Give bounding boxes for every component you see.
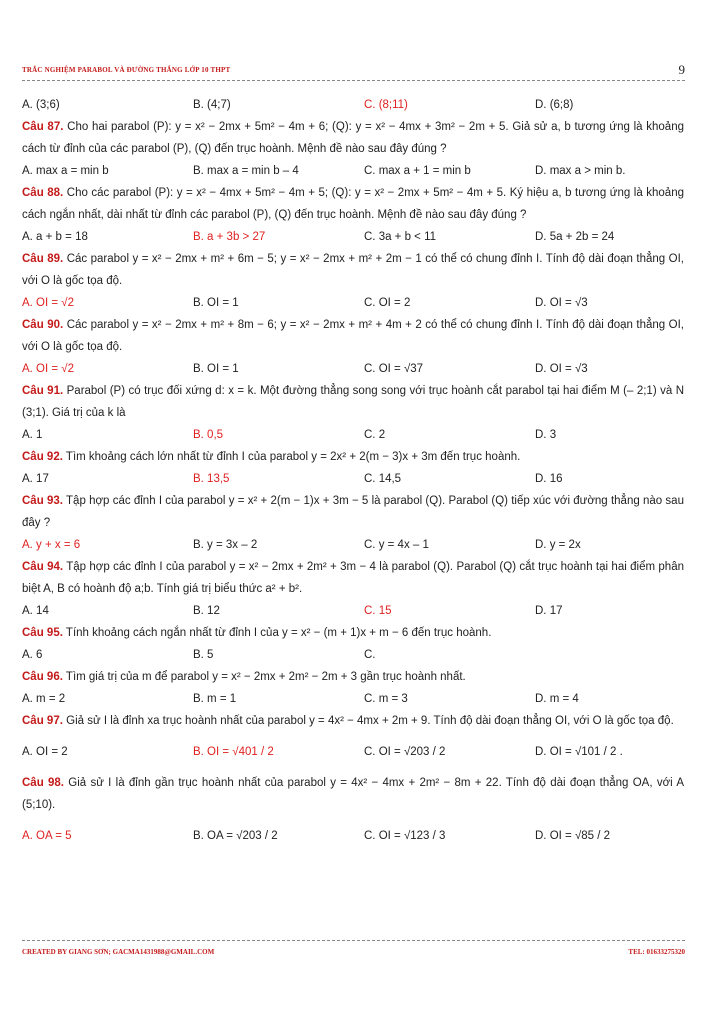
option-b: B. a + 3b > 27 <box>193 231 266 243</box>
option-d: D. 3 <box>535 429 557 441</box>
option-d: D. OI = √3 <box>535 363 588 375</box>
option-a: A. max a = min b <box>22 165 109 177</box>
option-c: C. OI = √203 / 2 <box>364 746 446 758</box>
question-text: Tập hợp các đỉnh I của parabol y = x² + 2(m − 1)x + 3m − 5 là parabol (Q). Parabol (Q) tiếp xúc với đường thẳng nào sau đây ? <box>22 495 684 529</box>
question-text-block <box>22 622 684 644</box>
option-d: D. y = 2x <box>535 539 581 551</box>
option-b: B. OA = √203 / 2 <box>193 830 278 842</box>
option-d: D. OI = √3 <box>535 297 588 309</box>
question-text: Tính khoảng cách ngắn nhất từ đỉnh I của y = x² − (m + 1)x + m − 6 đến trục hoành. <box>65 627 492 639</box>
question-text: Cho hai parabol (P): y = x² − 2mx + 5m² − 4m + 6; (Q): y = x² − 4mx + 3m² − 2m + 5. Giả sử a, b tương ứng là khoảng cách từ đỉnh của các parabol (P), (Q) đến trục hoành. Mệnh đề nào sau đây đúng ? <box>22 121 684 155</box>
question-text-block <box>22 772 684 816</box>
option-row <box>22 424 684 446</box>
option-b: B. 13,5 <box>193 473 230 485</box>
question-number: Câu 91. <box>22 385 64 397</box>
question-text: Giả sử I là đỉnh xa trục hoành nhất của parabol y = 4x² − 4mx + 2m + 9. Tính độ dài đoạn thẳng OI, với O là gốc tọa độ. <box>66 715 674 727</box>
question-text: Tập hợp các đỉnh I của parabol y = x² − 2mx + 2m² + 3m − 4 là parabol (Q). Parabol (Q) cắt trục hoành tại hai điểm phân biệt A, B có hoành độ a;b. Tính giá trị biểu thức a² + b². <box>22 561 684 595</box>
option-c: C. OI = √37 <box>364 363 424 375</box>
option-a: A. (3;6) <box>22 99 60 111</box>
option-row <box>22 816 684 856</box>
option-row <box>22 160 684 182</box>
question-text: Parabol (P) có trục đối xứng d: x = k. Một đường thẳng song song với trục hoành cắt parabol tại hai điểm M (– 2;1) và N (3;1). Giá trị của k là <box>22 385 684 419</box>
option-a: A. y + x = 6 <box>22 539 81 551</box>
option-b: B. OI = 1 <box>193 363 239 375</box>
question-q90 <box>22 314 684 380</box>
question-number: Câu 90. <box>22 319 64 331</box>
option-c: C. y = 4x – 1 <box>364 539 429 551</box>
option-c: C. 3a + b < 11 <box>364 231 437 243</box>
option-row <box>22 644 684 666</box>
option-c: C. <box>364 649 376 661</box>
question-q91 <box>22 380 684 446</box>
option-a: A. a + b = 18 <box>22 231 88 243</box>
page-number: 9 <box>678 62 685 77</box>
option-a: A. 6 <box>22 649 43 661</box>
question-text-block <box>22 666 684 688</box>
option-a: A. OI = 2 <box>22 746 68 758</box>
option-c: C. m = 3 <box>364 693 408 705</box>
option-d: D. max a > min b. <box>535 165 626 177</box>
option-row <box>22 600 684 622</box>
option-d: D. m = 4 <box>535 693 579 705</box>
option-a: A. OI = √2 <box>22 363 75 375</box>
option-c: C. OI = √123 / 3 <box>364 830 446 842</box>
option-d: D. OI = √101 / 2 . <box>535 746 623 758</box>
question-number: Câu 94. <box>22 561 64 573</box>
question-text-block <box>22 380 684 424</box>
question-q95 <box>22 622 684 666</box>
question-number: Câu 97. <box>22 715 63 727</box>
question-number: Câu 87. <box>22 121 64 133</box>
question-q93 <box>22 490 684 556</box>
option-d: D. 17 <box>535 605 563 617</box>
option-a: A. 1 <box>22 429 43 441</box>
option-row <box>22 688 684 710</box>
question-text-block <box>22 248 684 292</box>
question-text: Tìm giá trị của m để parabol y = x² − 2mx + 2m² − 2m + 3 gần trục hoành nhất. <box>65 671 466 683</box>
option-c: C. 14,5 <box>364 473 402 485</box>
question-text: Giả sử I là đỉnh gần trục hoành nhất của parabol y = 4x² − 4mx + 2m² − 8m + 22. Tính độ dài đoạn thẳng OA, với A (5;10). <box>22 777 684 811</box>
option-a: A. 17 <box>22 473 49 485</box>
option-a: A. m = 2 <box>22 693 66 705</box>
question-number: Câu 92. <box>22 451 63 463</box>
question-text-block <box>22 710 684 732</box>
question-text: Tìm khoảng cách lớn nhất từ đỉnh I của parabol y = 2x² + 2(m − 3)x + 3m đến trục hoành. <box>65 451 521 463</box>
question-text-block <box>22 490 684 534</box>
option-a: A. OA = 5 <box>22 830 72 842</box>
option-row <box>22 292 684 314</box>
option-row <box>22 226 684 248</box>
question-q94 <box>22 556 684 622</box>
question-text-block <box>22 446 684 468</box>
question-number: Câu 95. <box>22 627 63 639</box>
question-q98 <box>22 772 684 856</box>
option-row <box>22 468 684 490</box>
question-text: Cho các parabol (P): y = x² − 4mx + 5m² − 4m + 5; (Q): y = x² − 2mx + 5m² − 4m + 5. Ký hiệu a, b tương ứng là khoảng cách ngắn nhất, dài nhất từ đỉnh các parabol (P), (Q) đến trục hoành. Mệnh đề nào sau đây đúng ? <box>22 187 684 221</box>
option-d: D. OI = √85 / 2 <box>535 830 611 842</box>
option-b: B. OI = 1 <box>193 297 239 309</box>
header-rule <box>22 80 685 81</box>
option-b: B. 5 <box>193 649 214 661</box>
question-q92 <box>22 446 684 490</box>
option-c: C. (8;11) <box>364 99 408 111</box>
question-number: Câu 88. <box>22 187 64 199</box>
question-text-block <box>22 314 684 358</box>
question-text-block <box>22 116 684 160</box>
question-q88 <box>22 182 684 248</box>
questions <box>22 116 684 856</box>
question-number: Câu 98. <box>22 777 64 789</box>
option-c: C. 15 <box>364 605 392 617</box>
option-row <box>22 732 684 772</box>
option-b: B. (4;7) <box>193 99 231 111</box>
option-c: C. 2 <box>364 429 386 441</box>
footer-author: CREATED BY GIANG SƠN; GACMA1431988@GMAIL.COM <box>22 948 215 956</box>
question-text: Các parabol y = x² − 2mx + m² + 6m − 5; y = x² − 2mx + m² + 2m − 1 có thể có chung đỉnh I. Tính độ dài đoạn thẳng OI, với O là gốc tọa độ. <box>22 253 684 287</box>
option-b: B. 0,5 <box>193 429 224 441</box>
option-d: D. 16 <box>535 473 563 485</box>
option-row <box>22 94 684 116</box>
question-number: Câu 96. <box>22 671 63 683</box>
question-q89 <box>22 248 684 314</box>
question-text-block <box>22 182 684 226</box>
question-number: Câu 89. <box>22 253 64 265</box>
option-b: B. OI = √401 / 2 <box>193 746 274 758</box>
question-q96 <box>22 666 684 710</box>
option-b: B. y = 3x – 2 <box>193 539 258 551</box>
option-d: D. 5a + 2b = 24 <box>535 231 615 243</box>
question-q87 <box>22 116 684 182</box>
option-c: C. max a + 1 = min b <box>364 165 471 177</box>
question-text-block <box>22 556 684 600</box>
option-b: B. max a = min b – 4 <box>193 165 299 177</box>
question-q97 <box>22 710 684 772</box>
footer-phone: TEL: 01633275320 <box>628 948 685 956</box>
option-row <box>22 534 684 556</box>
footer-rule <box>22 940 685 941</box>
question-number: Câu 93. <box>22 495 63 507</box>
option-b: B. m = 1 <box>193 693 237 705</box>
option-a: A. OI = √2 <box>22 297 75 309</box>
header-title: TRẮC NGHIỆM PARABOL VÀ ĐƯỜNG THẲNG LỚP 10 THPT <box>22 66 231 74</box>
question-list <box>22 94 684 856</box>
option-d: D. (6;8) <box>535 99 574 111</box>
option-c: C. OI = 2 <box>364 297 411 309</box>
question-text: Các parabol y = x² − 2mx + m² + 8m − 6; y = x² − 2mx + m² + 4m + 2 có thể có chung đỉnh I. Tính độ dài đoạn thẳng OI, với O là gốc tọa độ. <box>22 319 684 353</box>
option-b: B. 12 <box>193 605 220 617</box>
option-row <box>22 358 684 380</box>
option-a: A. 14 <box>22 605 49 617</box>
